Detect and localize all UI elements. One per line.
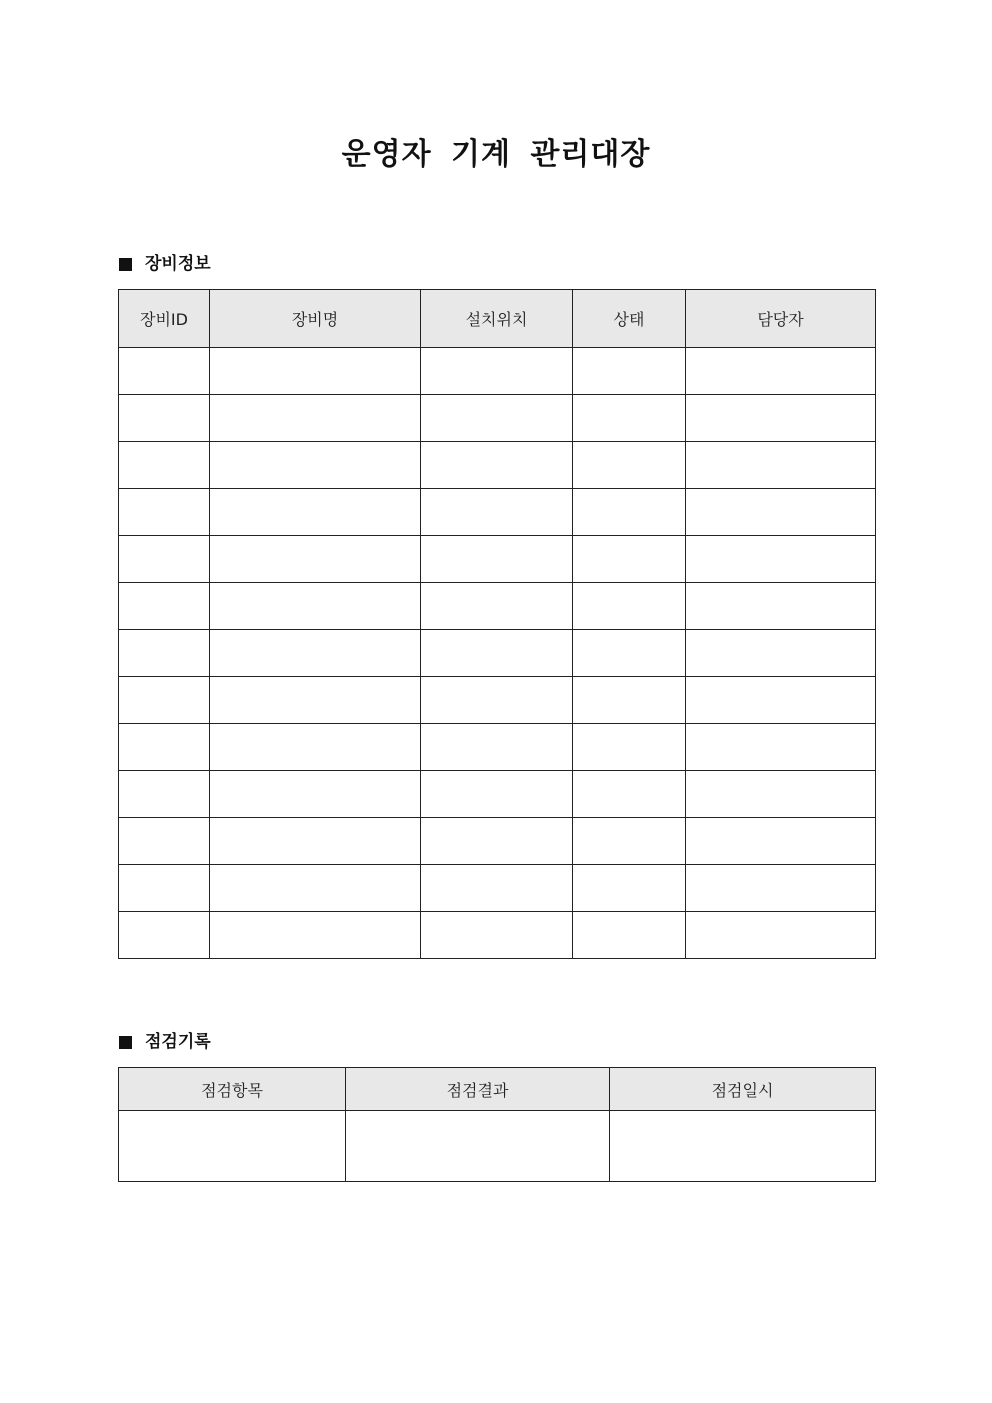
equipment-name-cell[interactable]	[210, 818, 421, 865]
status-cell[interactable]	[573, 630, 686, 677]
inspection-datetime-cell[interactable]	[610, 1111, 876, 1182]
table-row	[119, 536, 876, 583]
install-location-cell[interactable]	[421, 583, 573, 630]
install-location-cell[interactable]	[421, 630, 573, 677]
column-header-status: 상태	[573, 290, 686, 348]
status-cell[interactable]	[573, 912, 686, 959]
table-row	[119, 865, 876, 912]
inspection-section-title: 점검기록	[145, 1032, 211, 1052]
inspection-header-row	[119, 1068, 876, 1111]
table-row	[119, 818, 876, 865]
equipment-name-cell[interactable]	[210, 677, 421, 724]
equipment-id-cell[interactable]	[119, 771, 210, 818]
equipment-name-cell[interactable]	[210, 583, 421, 630]
column-header-inspection-item: 점검항목	[119, 1068, 346, 1111]
square-bullet-icon	[119, 258, 132, 271]
equipment-header-row	[119, 290, 876, 348]
table-row	[119, 442, 876, 489]
equipment-id-cell[interactable]	[119, 489, 210, 536]
equipment-id-cell[interactable]	[119, 442, 210, 489]
equipment-name-cell[interactable]	[210, 630, 421, 677]
inspection-result-cell[interactable]	[346, 1111, 610, 1182]
column-header-equipment-name: 장비명	[210, 290, 421, 348]
equipment-name-cell[interactable]	[210, 771, 421, 818]
manager-cell[interactable]	[686, 442, 876, 489]
status-cell[interactable]	[573, 677, 686, 724]
equipment-name-cell[interactable]	[210, 348, 421, 395]
status-cell[interactable]	[573, 348, 686, 395]
equipment-id-cell[interactable]	[119, 395, 210, 442]
page-title: 운영자 기계 관리대장	[341, 137, 651, 172]
column-header-inspection-datetime: 점검일시	[610, 1068, 876, 1111]
equipment-id-cell[interactable]	[119, 630, 210, 677]
equipment-name-cell[interactable]	[210, 865, 421, 912]
equipment-section-heading	[119, 252, 211, 276]
table-row	[119, 583, 876, 630]
equipment-name-cell[interactable]	[210, 442, 421, 489]
table-row	[119, 724, 876, 771]
inspection-table	[118, 1067, 876, 1182]
install-location-cell[interactable]	[421, 536, 573, 583]
install-location-cell[interactable]	[421, 771, 573, 818]
status-cell[interactable]	[573, 865, 686, 912]
status-cell[interactable]	[573, 583, 686, 630]
column-header-install-location: 설치위치	[421, 290, 573, 348]
equipment-id-cell[interactable]	[119, 583, 210, 630]
install-location-cell[interactable]	[421, 818, 573, 865]
status-cell[interactable]	[573, 724, 686, 771]
equipment-section-title: 장비정보	[145, 254, 211, 274]
manager-cell[interactable]	[686, 818, 876, 865]
status-cell[interactable]	[573, 818, 686, 865]
status-cell[interactable]	[573, 536, 686, 583]
manager-cell[interactable]	[686, 771, 876, 818]
status-cell[interactable]	[573, 771, 686, 818]
manager-cell[interactable]	[686, 395, 876, 442]
equipment-id-cell[interactable]	[119, 818, 210, 865]
column-header-manager: 담당자	[686, 290, 876, 348]
manager-cell[interactable]	[686, 489, 876, 536]
equipment-name-cell[interactable]	[210, 395, 421, 442]
table-row	[119, 348, 876, 395]
manager-cell[interactable]	[686, 348, 876, 395]
install-location-cell[interactable]	[421, 489, 573, 536]
equipment-id-cell[interactable]	[119, 912, 210, 959]
equipment-name-cell[interactable]	[210, 489, 421, 536]
manager-cell[interactable]	[686, 865, 876, 912]
square-bullet-icon	[119, 1036, 132, 1049]
equipment-name-cell[interactable]	[210, 724, 421, 771]
install-location-cell[interactable]	[421, 724, 573, 771]
status-cell[interactable]	[573, 395, 686, 442]
manager-cell[interactable]	[686, 724, 876, 771]
equipment-id-cell[interactable]	[119, 348, 210, 395]
table-row	[119, 1111, 876, 1182]
status-cell[interactable]	[573, 489, 686, 536]
equipment-table	[118, 289, 876, 959]
table-row	[119, 489, 876, 536]
equipment-id-cell[interactable]	[119, 536, 210, 583]
manager-cell[interactable]	[686, 583, 876, 630]
inspection-section-heading	[119, 1030, 211, 1054]
manager-cell[interactable]	[686, 630, 876, 677]
equipment-id-cell[interactable]	[119, 724, 210, 771]
install-location-cell[interactable]	[421, 865, 573, 912]
equipment-id-cell[interactable]	[119, 677, 210, 724]
status-cell[interactable]	[573, 442, 686, 489]
table-row	[119, 630, 876, 677]
equipment-id-cell[interactable]	[119, 865, 210, 912]
equipment-name-cell[interactable]	[210, 912, 421, 959]
equipment-name-cell[interactable]	[210, 536, 421, 583]
manager-cell[interactable]	[686, 677, 876, 724]
table-row	[119, 395, 876, 442]
inspection-table-body	[119, 1111, 876, 1182]
column-header-inspection-result: 점검결과	[346, 1068, 610, 1111]
install-location-cell[interactable]	[421, 348, 573, 395]
install-location-cell[interactable]	[421, 677, 573, 724]
install-location-cell[interactable]	[421, 442, 573, 489]
table-row	[119, 771, 876, 818]
column-header-equipment-id: 장비ID	[119, 290, 210, 348]
table-row	[119, 677, 876, 724]
inspection-item-cell[interactable]	[119, 1111, 346, 1182]
manager-cell[interactable]	[686, 912, 876, 959]
table-row	[119, 912, 876, 959]
equipment-table-body	[119, 348, 876, 959]
manager-cell[interactable]	[686, 536, 876, 583]
install-location-cell[interactable]	[421, 912, 573, 959]
install-location-cell[interactable]	[421, 395, 573, 442]
